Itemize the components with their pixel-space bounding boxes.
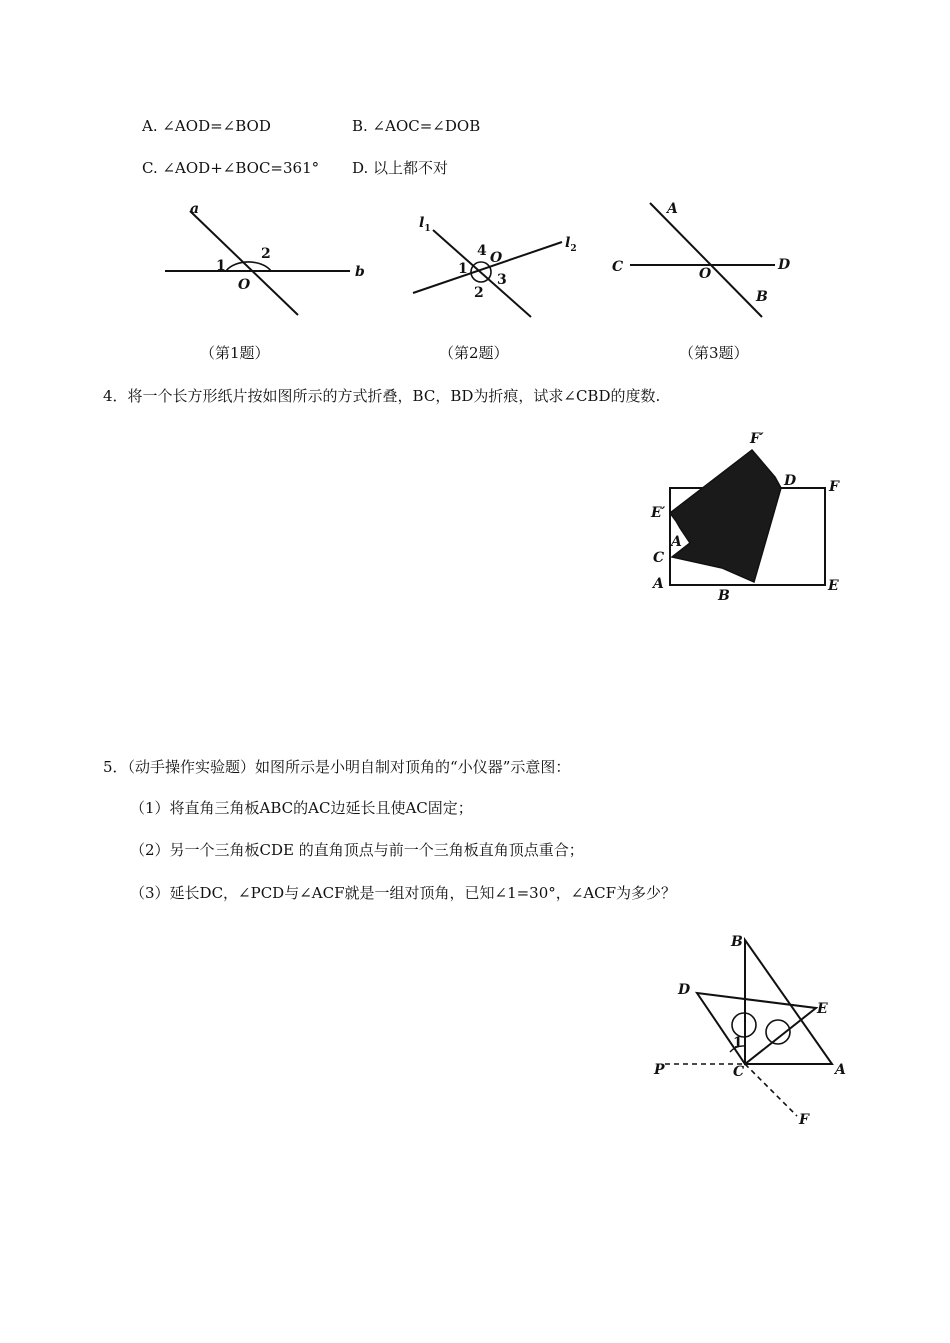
option-b: B. ∠AOC=∠DOB: [352, 117, 481, 135]
fig5-label-b: B: [731, 934, 743, 950]
fig1-label-b: b: [355, 264, 365, 280]
fig1-label-a: a: [190, 201, 200, 217]
figure-1-caption: （第1题）: [200, 344, 270, 362]
fig5-label-f: F: [799, 1112, 809, 1128]
figure-2-diagram: [405, 205, 595, 325]
fig2-label-l2: $l_2$: [565, 235, 577, 254]
fig2-label-4: 4: [477, 243, 487, 259]
fig3-label-d: D: [778, 257, 791, 273]
fig5-label-a: A: [835, 1062, 846, 1078]
fig4-label-a: A: [653, 576, 664, 592]
fig4-label-b: B: [718, 588, 730, 604]
fig2-label-o: O: [490, 250, 503, 266]
fig5-label-d: D: [678, 982, 691, 998]
option-c: C. ∠AOD+∠BOC=361°: [142, 159, 320, 177]
fig1-label-1: 1: [216, 258, 226, 274]
question-4-text: 4．将一个长方形纸片按如图所示的方式折叠，BC，BD为折痕，试求∠CBD的度数.: [103, 387, 661, 405]
fig2-label-2: 2: [474, 285, 484, 301]
fig4-label-e-prime: E′: [651, 505, 666, 521]
option-a: A. ∠AOD=∠BOD: [142, 117, 271, 135]
figure-2-caption: （第2题）: [439, 344, 509, 362]
fig4-label-d: D: [784, 473, 797, 489]
fig4-label-f: F: [829, 479, 839, 495]
figure-3-caption: （第3题）: [679, 344, 749, 362]
fig2-label-l1: $l_1$: [419, 215, 431, 234]
fig1-label-2: 2: [261, 246, 271, 262]
fig3-label-c: C: [612, 259, 624, 275]
question-4-fold-diagram: [640, 425, 850, 605]
fig3-label-o: O: [699, 266, 712, 282]
fig2-label-1: 1: [458, 261, 468, 277]
fig5-label-1: 1: [733, 1035, 743, 1051]
fig4-label-c: C: [653, 550, 665, 566]
fig4-label-a-prime: A: [671, 534, 682, 550]
fig5-label-c: C: [733, 1064, 745, 1080]
question-5-text: 5．（动手操作实验题）如图所示是小明自制对顶角的“小仪器”示意图：: [103, 758, 571, 776]
fig3-label-b: B: [756, 289, 768, 305]
fig1-label-o: O: [238, 277, 251, 293]
fig5-label-e: E: [817, 1001, 828, 1017]
fig5-label-p: P: [654, 1062, 665, 1078]
fig4-label-f-prime: F′: [750, 431, 764, 447]
question-5-step-3: （3）延长DC，∠PCD与∠ACF就是一组对顶角，已知∠1=30°，∠ACF为多少？: [130, 884, 677, 902]
question-5-instrument-diagram: [645, 930, 855, 1130]
question-5-step-2: （2）另一个三角板CDE 的直角顶点与前一个三角板直角顶点重合；: [130, 841, 584, 859]
fig2-label-3: 3: [497, 272, 507, 288]
figure-3-diagram: [600, 195, 810, 325]
fig4-label-e: E: [828, 578, 839, 594]
option-d: D. 以上都不对: [352, 159, 449, 177]
question-5-step-1: （1）将直角三角板ABC的AC边延长且使AC固定；: [130, 799, 473, 817]
fig3-label-a: A: [667, 201, 678, 217]
figure-1-diagram: [150, 195, 380, 325]
